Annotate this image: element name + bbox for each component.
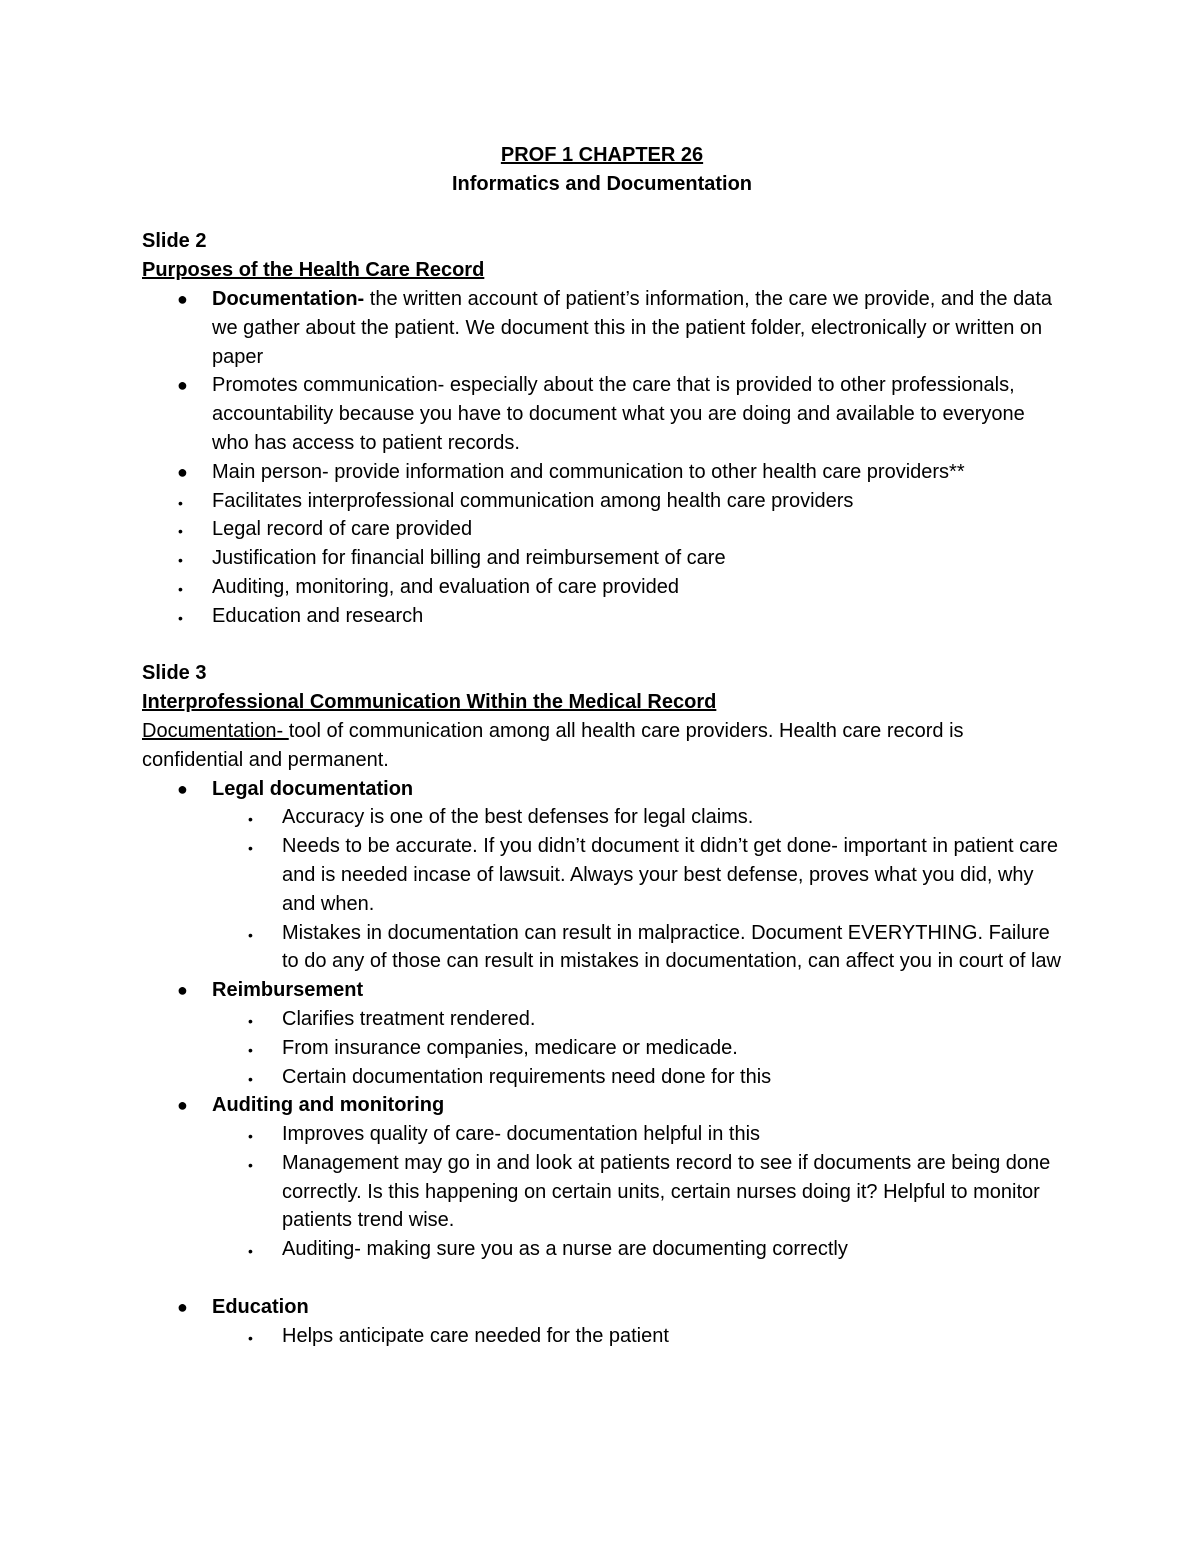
bullet-icon: • [248, 1329, 253, 1346]
group-legal-items [212, 803, 1062, 976]
item-text: Auditing, monitoring, and evaluation of care provided [212, 575, 679, 598]
group-education-items [212, 1322, 1062, 1351]
item-text: Main person- provide information and communication to other health care providers** [212, 460, 965, 483]
item-lead: Documentation- [212, 287, 365, 310]
bullet-icon: • [178, 609, 183, 626]
spacer [142, 1264, 1062, 1293]
slide-3-intro [142, 717, 1062, 775]
item-text: Legal record of care provided [212, 518, 473, 541]
bullet-icon: ● [177, 375, 188, 396]
intro-text: tool of communication among all health care providers. Health care record is confidential and permanent. [142, 719, 964, 771]
bullet-icon: • [248, 1070, 253, 1087]
item-text: Education and research [212, 604, 424, 627]
list-item [212, 1149, 1062, 1235]
slide-3-list [142, 775, 1062, 804]
bullet-icon: • [248, 1156, 253, 1173]
bullet-icon: ● [177, 1296, 188, 1317]
group-auditing [142, 1091, 1062, 1120]
bullet-icon: ● [177, 980, 188, 1001]
bullet-icon: • [178, 494, 183, 511]
bullet-icon: ● [177, 778, 188, 799]
intro-lead: Documentation- [142, 719, 289, 742]
item-text: the written account of patient’s information, the care we provide, and the data we gather about the patient. We document this in the patient folder, electronically or written on paper [212, 287, 1053, 368]
item-text: Management may go in and look at patients record to see if documents are being done correctly. Is this happening on certain units, certain nurses doing it? Helpful to monitor patients trend wise. [282, 1151, 1051, 1232]
bullet-icon: • [178, 580, 183, 597]
group-reimbursement [142, 976, 1062, 1005]
bullet-icon: • [248, 1012, 253, 1029]
slide-2-label: Slide 2 [142, 230, 207, 253]
item-text: Certain documentation requirements need done for this [282, 1065, 772, 1088]
group-title: Legal documentation [212, 777, 414, 800]
group-auditing-items [212, 1120, 1062, 1264]
slide-3-heading: Interprofessional Communication Within the Medical Record [142, 691, 717, 714]
item-text: Clarifies treatment rendered. [282, 1007, 536, 1030]
item-text: Auditing- making sure you as a nurse are documenting correctly [282, 1238, 848, 1261]
list-item [142, 573, 1062, 602]
item-text: Justification for financial billing and reimbursement of care [212, 547, 726, 570]
bullet-icon: • [178, 523, 183, 540]
item-text: Needs to be accurate. If you didn’t document it didn’t get done- important in patient care and is needed incase of lawsuit. Always your best defense, proves what you did, why and when. [282, 835, 1059, 915]
slide-3-list [142, 976, 1062, 1005]
list-item [212, 1034, 1062, 1063]
list-item [142, 371, 1062, 457]
document-title: PROF 1 CHAPTER 26 [500, 144, 704, 166]
group-legal [142, 775, 1062, 804]
bullet-icon: ● [177, 461, 188, 482]
list-item [212, 1120, 1062, 1149]
list-item [212, 832, 1062, 918]
slide-2-heading: Purposes of the Health Care Record [142, 259, 485, 282]
group-reimbursement-items [212, 1005, 1062, 1091]
slide-2-list [142, 285, 1062, 631]
bullet-icon: • [248, 1128, 253, 1145]
item-text: From insurance companies, medicare or medicade. [282, 1036, 738, 1059]
bullet-icon: ● [177, 1095, 188, 1116]
list-item [142, 544, 1062, 573]
document-page [142, 141, 1062, 1350]
bullet-icon: • [248, 1041, 253, 1058]
item-text: Helps anticipate care needed for the patient [282, 1324, 669, 1347]
slide-3-list [142, 1293, 1062, 1322]
list-item [212, 1005, 1062, 1034]
bullet-icon: ● [177, 288, 188, 309]
list-item [212, 1322, 1062, 1351]
slide-3-label: Slide 3 [142, 662, 207, 685]
spacer [142, 199, 1062, 228]
bullet-icon: • [248, 926, 253, 943]
item-text: Mistakes in documentation can result in malpractice. Document EVERYTHING. Failure to do any of those can result in mistakes in documentation, can affect you in court of law [282, 921, 1061, 973]
bullet-icon: • [248, 1243, 253, 1260]
list-item [212, 1235, 1062, 1264]
group-title: Auditing and monitoring [212, 1094, 445, 1117]
list-item [142, 458, 1062, 487]
list-item [142, 487, 1062, 516]
slide-3-list [142, 1091, 1062, 1120]
item-text: Promotes communication- especially about the care that is provided to other professionals, accountability because you have to document what you are doing and available to everyone who has access to patient records. [212, 374, 1025, 454]
item-text: Accuracy is one of the best defenses for legal claims. [282, 806, 754, 829]
spacer [142, 631, 1062, 660]
list-item [212, 803, 1062, 832]
item-text: Improves quality of care- documentation helpful in this [282, 1123, 761, 1146]
bullet-icon: • [248, 840, 253, 857]
list-item [142, 285, 1062, 371]
group-education [142, 1293, 1062, 1322]
group-title: Education [212, 1295, 309, 1318]
list-item [142, 602, 1062, 631]
list-item [212, 919, 1062, 977]
list-item [212, 1063, 1062, 1092]
bullet-icon: • [178, 552, 183, 569]
item-text: Facilitates interprofessional communication among health care providers [212, 489, 854, 512]
list-item [142, 515, 1062, 544]
group-title: Reimbursement [212, 979, 364, 1002]
document-subtitle: Informatics and Documentation [451, 172, 753, 195]
bullet-icon: • [248, 811, 253, 828]
